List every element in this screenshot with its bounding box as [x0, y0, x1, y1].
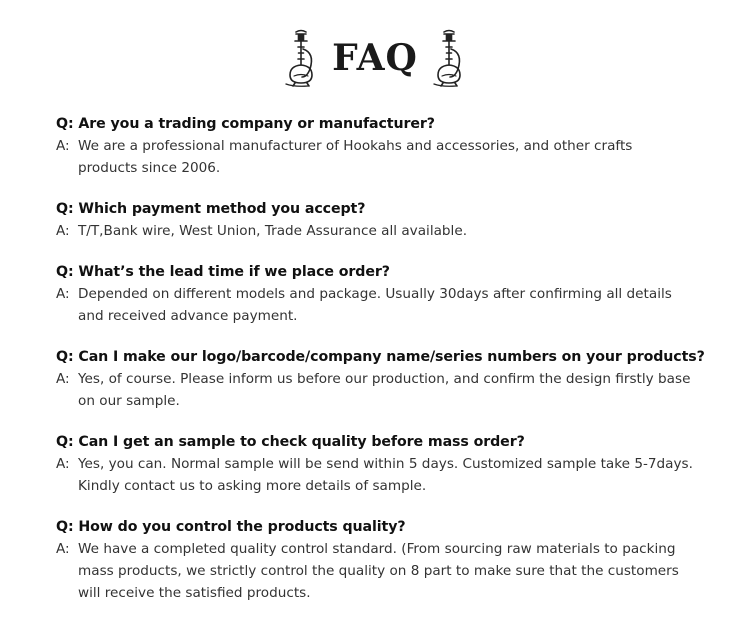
faq-question: [56, 432, 736, 452]
faq-answer: [56, 283, 736, 327]
question-prefix: Q:: [56, 116, 74, 132]
page-title: FAQ: [332, 37, 418, 79]
faq-item: [56, 262, 736, 327]
answer-text: Depended on different models and package. Usually 30days after confirming all details and received advance payment.: [78, 286, 672, 324]
answer-prefix: A:: [56, 286, 70, 302]
answer-prefix: A:: [56, 456, 70, 472]
answer-prefix: A:: [56, 138, 70, 154]
answer-text: T/T,Bank wire, West Union, Trade Assurance all available.: [78, 223, 468, 239]
question-prefix: Q:: [56, 201, 74, 217]
faq-item: [56, 347, 736, 412]
faq-question: [56, 347, 736, 367]
faq-header: [0, 28, 750, 88]
faq-question: [56, 114, 736, 134]
question-text: How do you control the products quality?: [78, 519, 406, 535]
question-prefix: Q:: [56, 434, 74, 450]
question-text: Can I make our logo/barcode/company name/series numbers on your products?: [78, 349, 705, 365]
faq-answer: [56, 135, 736, 179]
question-prefix: Q:: [56, 264, 74, 280]
faq-item: [56, 517, 736, 604]
answer-text: Yes, of course. Please inform us before our production, and confirm the design firstly base on our sample.: [78, 371, 691, 409]
faq-item: [56, 199, 736, 242]
faq-answer: [56, 453, 736, 497]
faq-answer: [56, 538, 736, 604]
faq-list: [56, 114, 736, 624]
question-text: Can I get an sample to check quality before mass order?: [78, 434, 525, 450]
faq-question: [56, 517, 736, 537]
faq-question: [56, 199, 736, 219]
answer-prefix: A:: [56, 223, 70, 239]
answer-text: Yes, you can. Normal sample will be send within 5 days. Customized sample take 5-7days. Kindly contact us to asking more details of sample.: [78, 456, 693, 494]
question-prefix: Q:: [56, 519, 74, 535]
faq-question: [56, 262, 736, 282]
faq-item: [56, 114, 736, 179]
answer-text: We are a professional manufacturer of Hookahs and accessories, and other crafts products since 2006.: [78, 138, 633, 176]
answer-prefix: A:: [56, 541, 70, 557]
question-text: Which payment method you accept?: [78, 201, 366, 217]
hookah-icon: [284, 29, 318, 87]
faq-answer: [56, 220, 736, 242]
answer-prefix: A:: [56, 371, 70, 387]
question-text: Are you a trading company or manufacturer?: [78, 116, 435, 132]
faq-item: [56, 432, 736, 497]
question-text: What’s the lead time if we place order?: [78, 264, 390, 280]
question-prefix: Q:: [56, 349, 74, 365]
answer-text: We have a completed quality control standard. (From sourcing raw materials to packing mass products, we strictly control the quality on 8 part to make sure that the customers will receive the satisfied products.: [78, 541, 679, 601]
hookah-icon: [432, 29, 466, 87]
faq-answer: [56, 368, 736, 412]
